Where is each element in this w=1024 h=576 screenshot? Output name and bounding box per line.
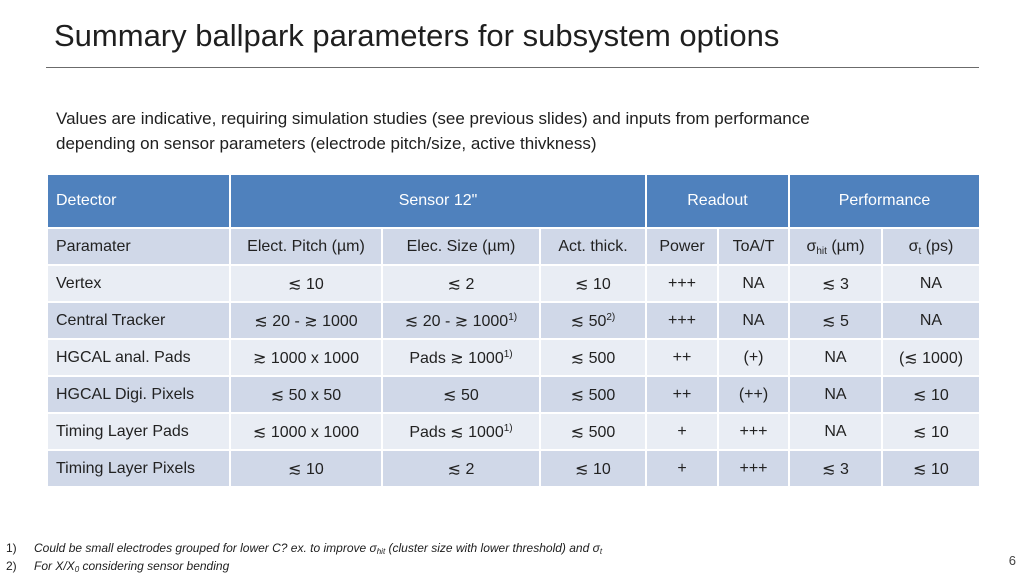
intro-text xyxy=(56,106,956,156)
cell-power-value: +++ xyxy=(667,311,697,329)
cell-elec-size-value: Pads ≲ 1000 xyxy=(409,423,504,441)
sigma-t-symbol: σ xyxy=(908,237,919,255)
cell-toa-t-value: NA xyxy=(742,311,765,329)
cell-detector-value: Central Tracker xyxy=(56,311,166,329)
cell-elec-size-footnote-ref: 1) xyxy=(503,348,513,360)
param-power: Power xyxy=(646,228,718,265)
cell-detector xyxy=(47,302,230,339)
cell-act-thick xyxy=(540,302,646,339)
cell-sigma-t-value: ≲ 10 xyxy=(913,423,949,441)
cell-sigma-hit xyxy=(789,339,882,376)
group-header-readout: Readout xyxy=(646,174,789,228)
cell-act-thick-value: ≲ 10 xyxy=(575,275,611,293)
cell-elec-size-footnote-ref: 1) xyxy=(503,422,513,434)
cell-toa-t xyxy=(718,376,789,413)
footnote-2-text-b: considering sensor bending xyxy=(79,559,230,573)
param-toa-t: ToA/T xyxy=(718,228,789,265)
cell-elec-size-value: Pads ≳ 1000 xyxy=(409,349,504,367)
cell-elect-pitch xyxy=(230,339,382,376)
cell-elect-pitch xyxy=(230,265,382,302)
cell-power xyxy=(646,450,718,487)
cell-elec-size xyxy=(382,376,540,413)
footnotes xyxy=(6,539,602,575)
cell-power xyxy=(646,339,718,376)
cell-toa-t-value: +++ xyxy=(739,459,768,477)
cell-toa-t xyxy=(718,413,789,450)
cell-act-thick-value: ≲ 500 xyxy=(570,349,616,367)
cell-detector xyxy=(47,376,230,413)
cell-sigma-hit xyxy=(789,302,882,339)
cell-elect-pitch-value: ≳ 1000 x 1000 xyxy=(253,349,359,367)
cell-elect-pitch-value: ≲ 10 xyxy=(288,460,324,478)
sigma-t-unit: (ps) xyxy=(921,237,954,255)
cell-toa-t-value: NA xyxy=(742,274,765,292)
sigma-hit-subscript: hit xyxy=(816,245,827,257)
parameter-header-row xyxy=(47,228,980,265)
cell-act-thick xyxy=(540,376,646,413)
footnote-2 xyxy=(6,557,602,575)
cell-elect-pitch xyxy=(230,413,382,450)
cell-toa-t-value: +++ xyxy=(739,422,768,440)
intro-line-2: depending on sensor parameters (electrode pitch/size, active thivkness) xyxy=(56,134,597,153)
table-row xyxy=(47,376,980,413)
cell-elec-size xyxy=(382,450,540,487)
cell-act-thick xyxy=(540,413,646,450)
cell-sigma-t xyxy=(882,265,980,302)
cell-elect-pitch-value: ≲ 1000 x 1000 xyxy=(253,423,359,441)
cell-toa-t xyxy=(718,339,789,376)
cell-detector-value: Timing Layer Pads xyxy=(56,422,189,440)
cell-sigma-t-value: NA xyxy=(919,311,943,329)
cell-sigma-hit-value: NA xyxy=(824,385,847,403)
cell-elec-size xyxy=(382,339,540,376)
cell-sigma-hit-value: ≲ 3 xyxy=(822,460,849,478)
cell-elect-pitch xyxy=(230,450,382,487)
param-elec-size: Elec. Size (µm) xyxy=(382,228,540,265)
cell-sigma-hit-value: ≲ 5 xyxy=(822,312,849,330)
footnote-1-text-b: (cluster size with lower threshold) and σ xyxy=(385,541,600,555)
intro-line-1: Values are indicative, requiring simulation studies (see previous slides) and inputs from performance xyxy=(56,109,810,128)
cell-toa-t xyxy=(718,450,789,487)
param-act-thick: Act. thick. xyxy=(540,228,646,265)
cell-elect-pitch xyxy=(230,376,382,413)
table-row xyxy=(47,450,980,487)
group-header-row xyxy=(47,174,980,228)
cell-elec-size-value: ≲ 50 xyxy=(443,386,479,404)
group-header-sensor: Sensor 12" xyxy=(230,174,646,228)
cell-detector xyxy=(47,413,230,450)
cell-detector xyxy=(47,450,230,487)
cell-sigma-hit-value: ≲ 3 xyxy=(822,275,849,293)
cell-sigma-hit-value: NA xyxy=(824,348,847,366)
cell-toa-t xyxy=(718,265,789,302)
cell-elec-size-value: ≲ 20 - ≳ 1000 xyxy=(404,312,509,330)
cell-detector-value: Timing Layer Pixels xyxy=(56,459,196,477)
cell-power-value: ++ xyxy=(672,348,692,366)
footnote-1-text-a: Could be small electrodes grouped for lower C? ex. to improve σ xyxy=(34,541,377,555)
footnote-2-number: 2) xyxy=(6,559,17,573)
title-divider xyxy=(46,67,979,68)
cell-power xyxy=(646,376,718,413)
cell-elec-size xyxy=(382,302,540,339)
param-sigma-t xyxy=(882,228,980,265)
cell-sigma-t xyxy=(882,302,980,339)
cell-elect-pitch-value: ≲ 50 x 50 xyxy=(270,386,342,404)
cell-elec-size xyxy=(382,265,540,302)
cell-elec-size-value: ≲ 2 xyxy=(447,275,475,293)
cell-power-value: +++ xyxy=(667,274,697,292)
cell-act-thick xyxy=(540,450,646,487)
footnote-1-sub-b: t xyxy=(599,547,603,556)
cell-sigma-t xyxy=(882,450,980,487)
cell-sigma-t xyxy=(882,376,980,413)
cell-sigma-hit xyxy=(789,265,882,302)
cell-toa-t-value: (++) xyxy=(738,385,769,403)
cell-act-thick-value: ≲ 500 xyxy=(570,386,616,404)
footnote-2-text-a: For X/X xyxy=(34,559,75,573)
cell-sigma-t-value: (≲ 1000) xyxy=(898,349,964,367)
cell-sigma-t xyxy=(882,413,980,450)
param-sigma-hit xyxy=(789,228,882,265)
cell-act-thick xyxy=(540,339,646,376)
cell-toa-t-value: (+) xyxy=(743,348,764,366)
cell-sigma-hit xyxy=(789,450,882,487)
cell-elect-pitch-value: ≲ 10 xyxy=(288,275,324,293)
sigma-hit-symbol: σ xyxy=(806,237,817,255)
cell-power xyxy=(646,265,718,302)
cell-power-value: + xyxy=(677,459,687,477)
cell-detector-value: Vertex xyxy=(56,274,102,292)
parameters-table xyxy=(46,173,981,488)
footnote-1-sub-a: hit xyxy=(376,547,386,556)
cell-power-value: + xyxy=(677,422,687,440)
slide-title: Summary ballpark parameters for subsystem options xyxy=(54,18,780,53)
cell-elec-size-footnote-ref: 1) xyxy=(508,311,518,323)
cell-sigma-t-value: NA xyxy=(919,274,943,292)
cell-elec-size-value: ≲ 2 xyxy=(447,460,475,478)
footnote-2-sub-a: 0 xyxy=(74,565,80,574)
cell-sigma-t-value: ≲ 10 xyxy=(913,460,949,478)
footnote-1 xyxy=(6,539,602,557)
cell-sigma-t-value: ≲ 10 xyxy=(913,386,949,404)
cell-act-thick-value: ≲ 500 xyxy=(570,423,616,441)
cell-detector xyxy=(47,339,230,376)
param-elect-pitch: Elect. Pitch (µm) xyxy=(230,228,382,265)
cell-sigma-hit xyxy=(789,413,882,450)
cell-elec-size xyxy=(382,413,540,450)
table-row xyxy=(47,302,980,339)
page-number: 6 xyxy=(1008,553,1016,568)
cell-power xyxy=(646,302,718,339)
cell-sigma-hit-value: NA xyxy=(824,422,847,440)
cell-sigma-t xyxy=(882,339,980,376)
cell-detector xyxy=(47,265,230,302)
cell-act-thick-value: ≲ 50 xyxy=(570,312,607,330)
cell-elect-pitch-value: ≲ 20 - ≳ 1000 xyxy=(254,312,358,330)
sigma-hit-unit: (µm) xyxy=(826,237,865,255)
cell-act-thick-footnote-ref: 2) xyxy=(606,311,616,323)
cell-elect-pitch xyxy=(230,302,382,339)
table-row xyxy=(47,265,980,302)
sigma-t-subscript: t xyxy=(918,245,922,257)
table-row xyxy=(47,413,980,450)
group-header-performance: Performance xyxy=(789,174,980,228)
group-header-detector: Detector xyxy=(47,174,230,228)
table-row xyxy=(47,339,980,376)
cell-toa-t xyxy=(718,302,789,339)
cell-act-thick-value: ≲ 10 xyxy=(575,460,611,478)
cell-power xyxy=(646,413,718,450)
cell-detector-value: HGCAL anal. Pads xyxy=(56,348,191,366)
cell-detector-value: HGCAL Digi. Pixels xyxy=(56,385,195,403)
cell-act-thick xyxy=(540,265,646,302)
footnote-1-number: 1) xyxy=(6,541,17,555)
param-label: Paramater xyxy=(47,228,230,265)
cell-power-value: ++ xyxy=(672,385,692,403)
cell-sigma-hit xyxy=(789,376,882,413)
